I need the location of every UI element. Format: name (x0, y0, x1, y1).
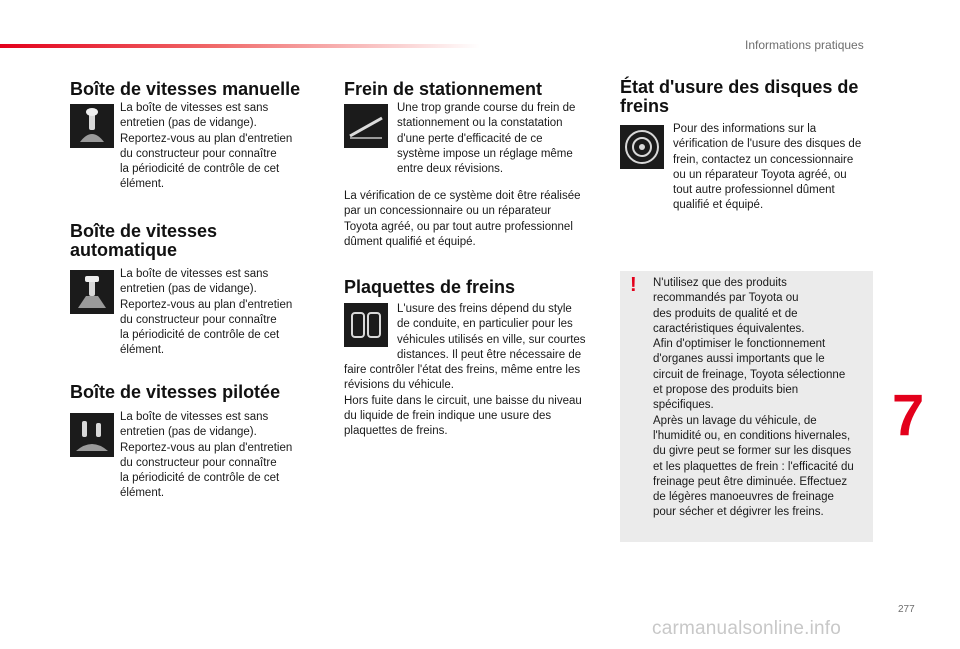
brake-disc-wear-text: Pour des informations sur la vérification de l'usure des disques de frein, contactez un concessionnaire ou un réparateur Toyota agréé, ou tout autre professionnel dûment qualifié et équipé. (673, 123, 862, 212)
brake-pads-title: Plaquettes de freins (344, 277, 516, 297)
header-accent-bar (0, 44, 480, 48)
automatic-gear-lever-icon (70, 270, 114, 314)
watermark: carmanualsonline.info (652, 618, 842, 639)
brake-disc-wear-title-line2: freins (620, 96, 670, 116)
manual-gear-lever-icon (70, 104, 114, 148)
page-number: 277 (898, 604, 915, 615)
piloted-gearbox-text: La boîte de vitesses est sans entretien (pas de vidange). Reportez-vous au plan d'entretien du constructeur pour connaître la périodicité de contrôle de cet élément. (120, 411, 293, 500)
parking-brake-icon (344, 104, 388, 148)
automatic-gearbox-title-line2: automatique (70, 240, 178, 260)
section-title: Informations pratiques (745, 38, 864, 52)
brake-disc-wear-title-line1: État d'usure des disques de (620, 77, 859, 97)
brake-pads-text-2: faire contrôler l'état des freins, même entre les révisions du véhicule. Hors fuite dans le circuit, une baisse du niveau du liquide de frein indique une usure des plaquettes de freins. (344, 364, 582, 438)
parking-brake-text: Une trop grande course du frein de stationnement ou la constatation d'une perte d'efficacité de ce système impose un réglage même entre deux révisions. (397, 102, 576, 176)
automatic-gearbox-title-line1: Boîte de vitesses (70, 221, 218, 241)
piloted-gearbox-icon (70, 413, 114, 457)
warning-text: N'utilisez que des produits recommandés par Toyota ou des produits de qualité et de caractéristiques équivalentes. Afin d'optimiser le fonctionnement d'organes aussi importants que le circuit de freinage, Toyota sélectionne et propose des produits bien spécifiques. Après un lavage du véhicule, de l'humidité ou, en conditions hivernales, du givre peut se former sur les disques et les plaquettes de frein : l'efficacité du freinage peut être diminuée. Effectuez de légères manoeuvres de freinage pour sécher et dégivrer les freins. (653, 277, 854, 519)
manual-gearbox-title: Boîte de vitesses manuelle (70, 79, 301, 99)
automatic-gearbox-text: La boîte de vitesses est sans entretien (pas de vidange). Reportez-vous au plan d'entretien du constructeur pour connaître la périodicité de contrôle de cet élément. (120, 268, 293, 357)
parking-brake-title: Frein de stationnement (344, 79, 543, 99)
brake-disc-icon (620, 125, 664, 169)
parking-brake-text-2: La vérification de ce système doit être réalisée par un concessionnaire ou un réparateur Toyota agréé, ou par tout autre professionnel dûment qualifié et équipé. (344, 190, 581, 248)
chapter-number: 7 (892, 383, 925, 448)
brake-pads-text: L'usure des freins dépend du style de conduite, en particulier pour les véhicules utilisés en ville, sur courtes distances. Il peut être nécessaire de (397, 303, 586, 361)
manual-gearbox-text: La boîte de vitesses est sans entretien (pas de vidange). Reportez-vous au plan d'entretien du constructeur pour connaître la périodicité de contrôle de cet élément. (120, 102, 293, 191)
warning-icon: ! (630, 274, 637, 296)
piloted-gearbox-title: Boîte de vitesses pilotée (70, 382, 281, 402)
brake-pads-icon (344, 303, 388, 347)
